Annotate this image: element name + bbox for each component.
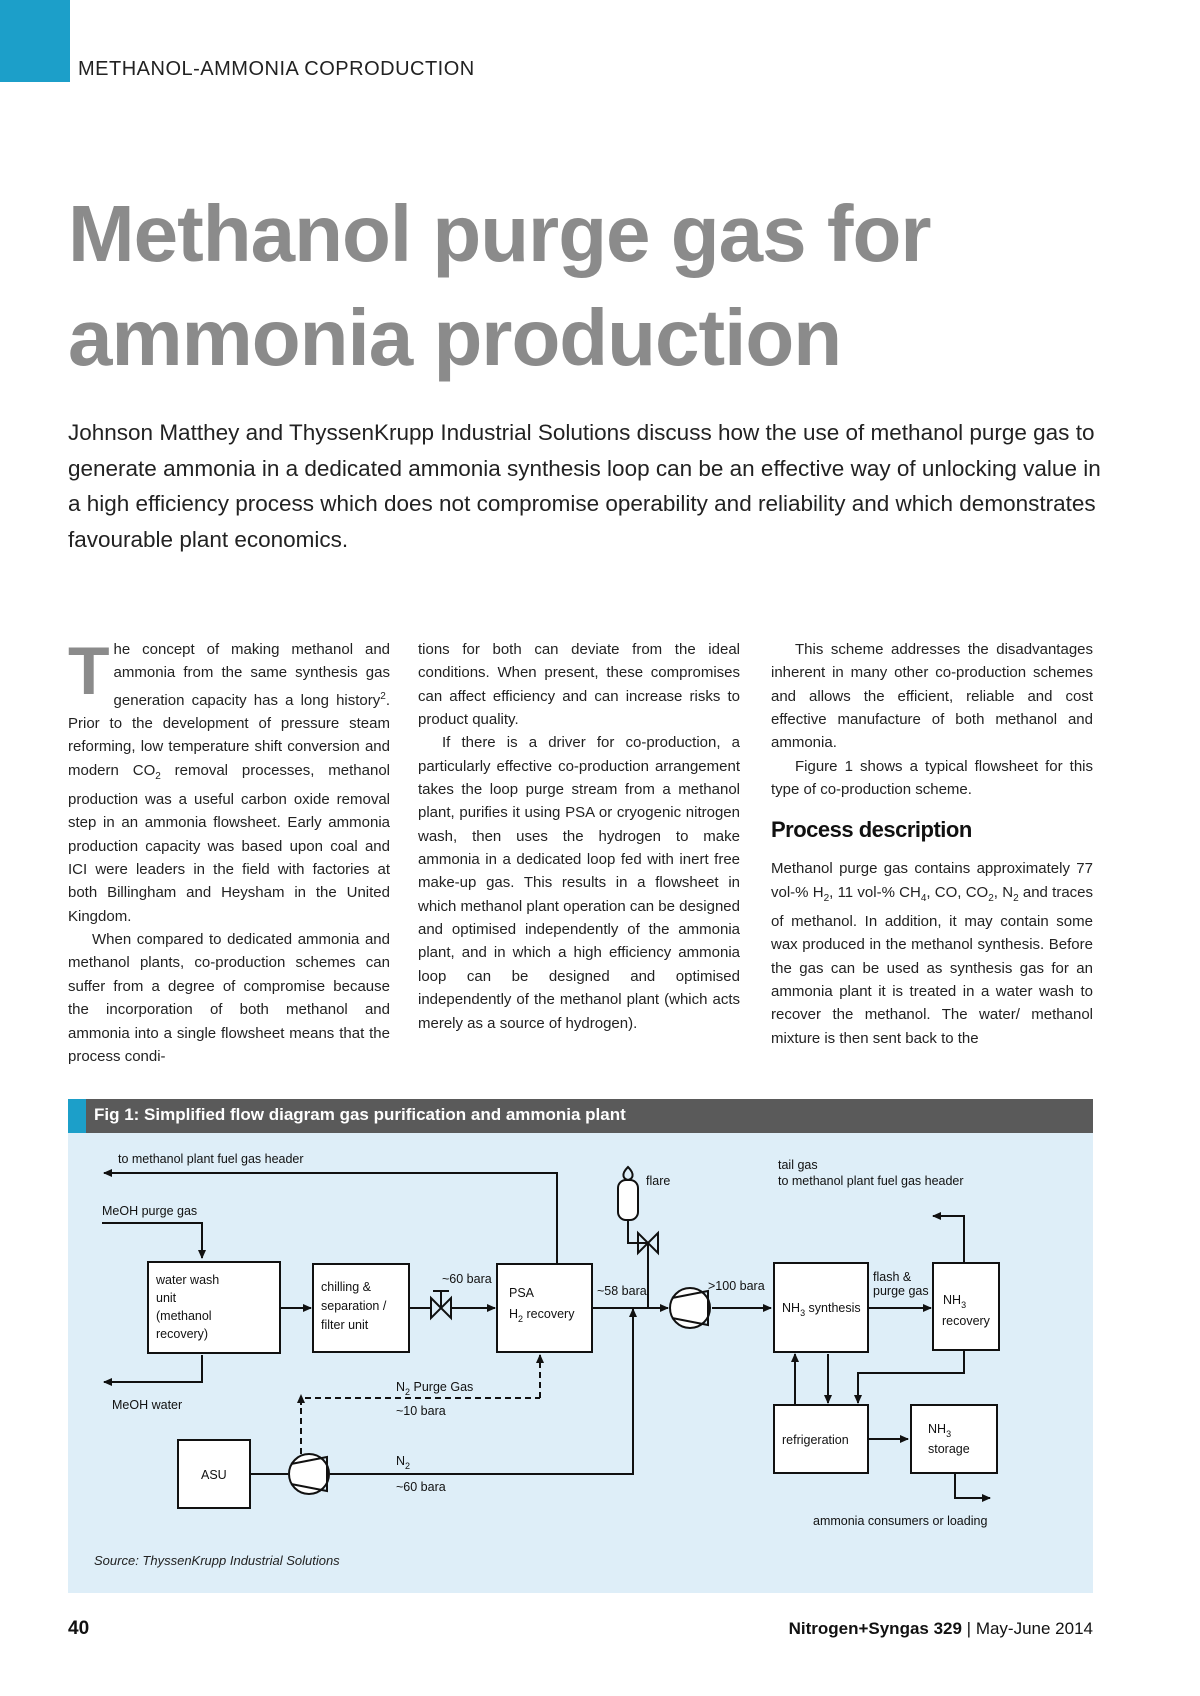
- label-tail-gas-2: to methanol plant fuel gas header: [778, 1174, 964, 1188]
- box-water-wash-line-4: recovery): [156, 1327, 209, 1341]
- flare-flame-icon: [623, 1167, 632, 1180]
- label-meoh-purge: MeOH purge gas: [102, 1204, 198, 1218]
- box-chilling-line-1: chilling &: [321, 1280, 372, 1294]
- section-heading: Process description: [771, 817, 972, 843]
- paragraph: When compared to dedicated ammonia and methanol plants, co-production schemes can suffer from a degree of compromise because the incorporation of both methanol and ammonia into a single flowsheet means that the process condi-: [68, 931, 390, 1065]
- publication-footer: [789, 1619, 1093, 1639]
- line-meoh-purge-in: [102, 1223, 202, 1258]
- line-recovery-to-refrig: [858, 1350, 964, 1403]
- label-pressure-58: ~58 bara: [597, 1284, 647, 1298]
- box-nh3-recovery-line-1: $NH_3$: [943, 1293, 967, 1310]
- line-tail-gas: [933, 1216, 964, 1263]
- label-fuel-gas-top: to methanol plant fuel gas header: [118, 1152, 304, 1166]
- paragraph: The concept of making methanol and ammonia from the same synthesis gas generation capacity has a long history$^2$. Prior to the development of pressure steam reforming, low temperature shift conversion and modern $CO_2$ removal processes, methanol production was a useful carbon oxide removal step in an ammonia flowsheet. Early ammonia production capacity was based upon coal and ICI were leaders in the field with factories at both Billingham and Heysham in the United Kingdom.: [68, 633, 390, 925]
- label-flash: flash &: [873, 1270, 912, 1284]
- label-n2-purge-gas: $N_2$ Purge Gas: [396, 1380, 474, 1397]
- label-pressure-100: >100 bara: [708, 1279, 765, 1293]
- paragraph: Figure 1 shows a typical flowsheet for this type of co-production scheme.: [771, 757, 1093, 799]
- body-column-3: [771, 638, 1093, 1050]
- figure-header: [68, 1099, 1093, 1133]
- label-flare: flare: [646, 1174, 671, 1188]
- box-chilling-line-3: filter unit: [321, 1318, 369, 1332]
- publication-issue: | May-June 2014: [961, 1619, 1093, 1638]
- flow-diagram: [68, 1133, 1093, 1549]
- label-consumers: ammonia consumers or loading: [813, 1514, 988, 1528]
- label-n2: $N_2$: [396, 1454, 411, 1471]
- paragraph: If there is a driver for co-production, a particularly effective co-production arrangement takes the loop purge stream from a methanol plant, purifies it using PSA or cryogenic nitrogen wash, then uses the hydrogen to make ammonia in a dedicated loop fed with inert free make-up gas. This results in a flowsheet in which methanol plant operation can be designed and optimised independently of the ammonia plant, and in which a high efficiency ammonia loop can be designed and optimised independently of the methanol plant (which acts merely as a source of hydrogen).: [418, 734, 740, 1032]
- standfirst: Johnson Matthey and ThyssenKrupp Industrial Solutions discuss how the use of methanol purge gas to generate ammonia in a dedicated ammonia synthesis loop can be an effective way of unlocking value in a high efficiency process which does not compromise operability and reliability and which demonstrates favourable plant economics.: [68, 420, 1101, 552]
- label-pressure-10: ~10 bara: [396, 1404, 446, 1418]
- title-line-2: ammonia production: [68, 293, 842, 382]
- label-flash-2: purge gas: [873, 1284, 929, 1298]
- title-line-1: Methanol purge gas for: [68, 189, 931, 278]
- label-pressure-60: ~60 bara: [442, 1272, 492, 1286]
- box-water-wash-line-3: (methanol: [156, 1309, 212, 1323]
- box-water-wash-line-1: water wash: [156, 1273, 220, 1287]
- paragraph: Methanol purge gas contains approximately 77 vol-% $H_2$, 11 vol-% $CH_4$, CO, $CO_2$, $N_2$ and traces of methanol. In addition, it may contain some wax produced in the methanol synthesis. Before the gas can be used as synthesis gas for an ammonia plant it is treated in a water wash to recover the methanol. The water/ methanol mixture is then sent back to the: [771, 860, 1094, 1047]
- article-title: [68, 182, 1178, 390]
- box-nh3-storage-line-1: $NH_3$: [928, 1422, 952, 1439]
- corner-accent-block: [0, 0, 70, 82]
- figure-flow-diagram: [68, 1099, 1093, 1593]
- box-nh3-recovery-line-2: recovery: [942, 1314, 990, 1328]
- box-nh3-synthesis-label: $NH_3$ synthesis: [782, 1301, 861, 1318]
- box-nh3-storage-line-2: storage: [928, 1442, 970, 1456]
- line-meoh-water-out: [104, 1355, 202, 1382]
- figure-caption: Fig 1: Simplified flow diagram gas purification and ammonia plant: [94, 1105, 626, 1124]
- line-storage-to-consumers: [955, 1473, 990, 1498]
- box-psa-line-1: PSA: [509, 1286, 535, 1300]
- body-column-1: [68, 633, 390, 1068]
- publication-name: Nitrogen+Syngas 329: [788, 1619, 962, 1638]
- box-refrigeration-label: refrigeration: [782, 1433, 849, 1447]
- box-water-wash-line-2: unit: [156, 1291, 177, 1305]
- label-tail-gas: tail gas: [778, 1158, 818, 1172]
- label-pressure-60b: ~60 bara: [396, 1480, 446, 1494]
- body-column-2: [418, 638, 740, 1035]
- figure-source: Source: ThyssenKrupp Industrial Solutions: [94, 1553, 340, 1568]
- box-psa-line-2: $H_2$ recovery: [509, 1307, 575, 1324]
- box-asu-label: ASU: [201, 1468, 227, 1482]
- paragraph: tions for both can deviate from the ideal conditions. When present, these compromises can affect efficiency and can increase risks to product quality.: [418, 641, 740, 729]
- page-number: 40: [68, 1618, 90, 1639]
- flare-stack: [618, 1180, 638, 1220]
- box-nh3-storage: [911, 1405, 997, 1473]
- figure-header-accent: [68, 1099, 86, 1133]
- box-chilling-line-2: separation /: [321, 1299, 387, 1313]
- paragraph: This scheme addresses the disadvantages inherent in many other co-production schemes and allows the efficient, reliable and cost effective manufacture of both methanol and ammonia.: [771, 641, 1093, 752]
- section-label: METHANOL-AMMONIA COPRODUCTION: [78, 58, 475, 80]
- label-meoh-water: MeOH water: [112, 1398, 183, 1412]
